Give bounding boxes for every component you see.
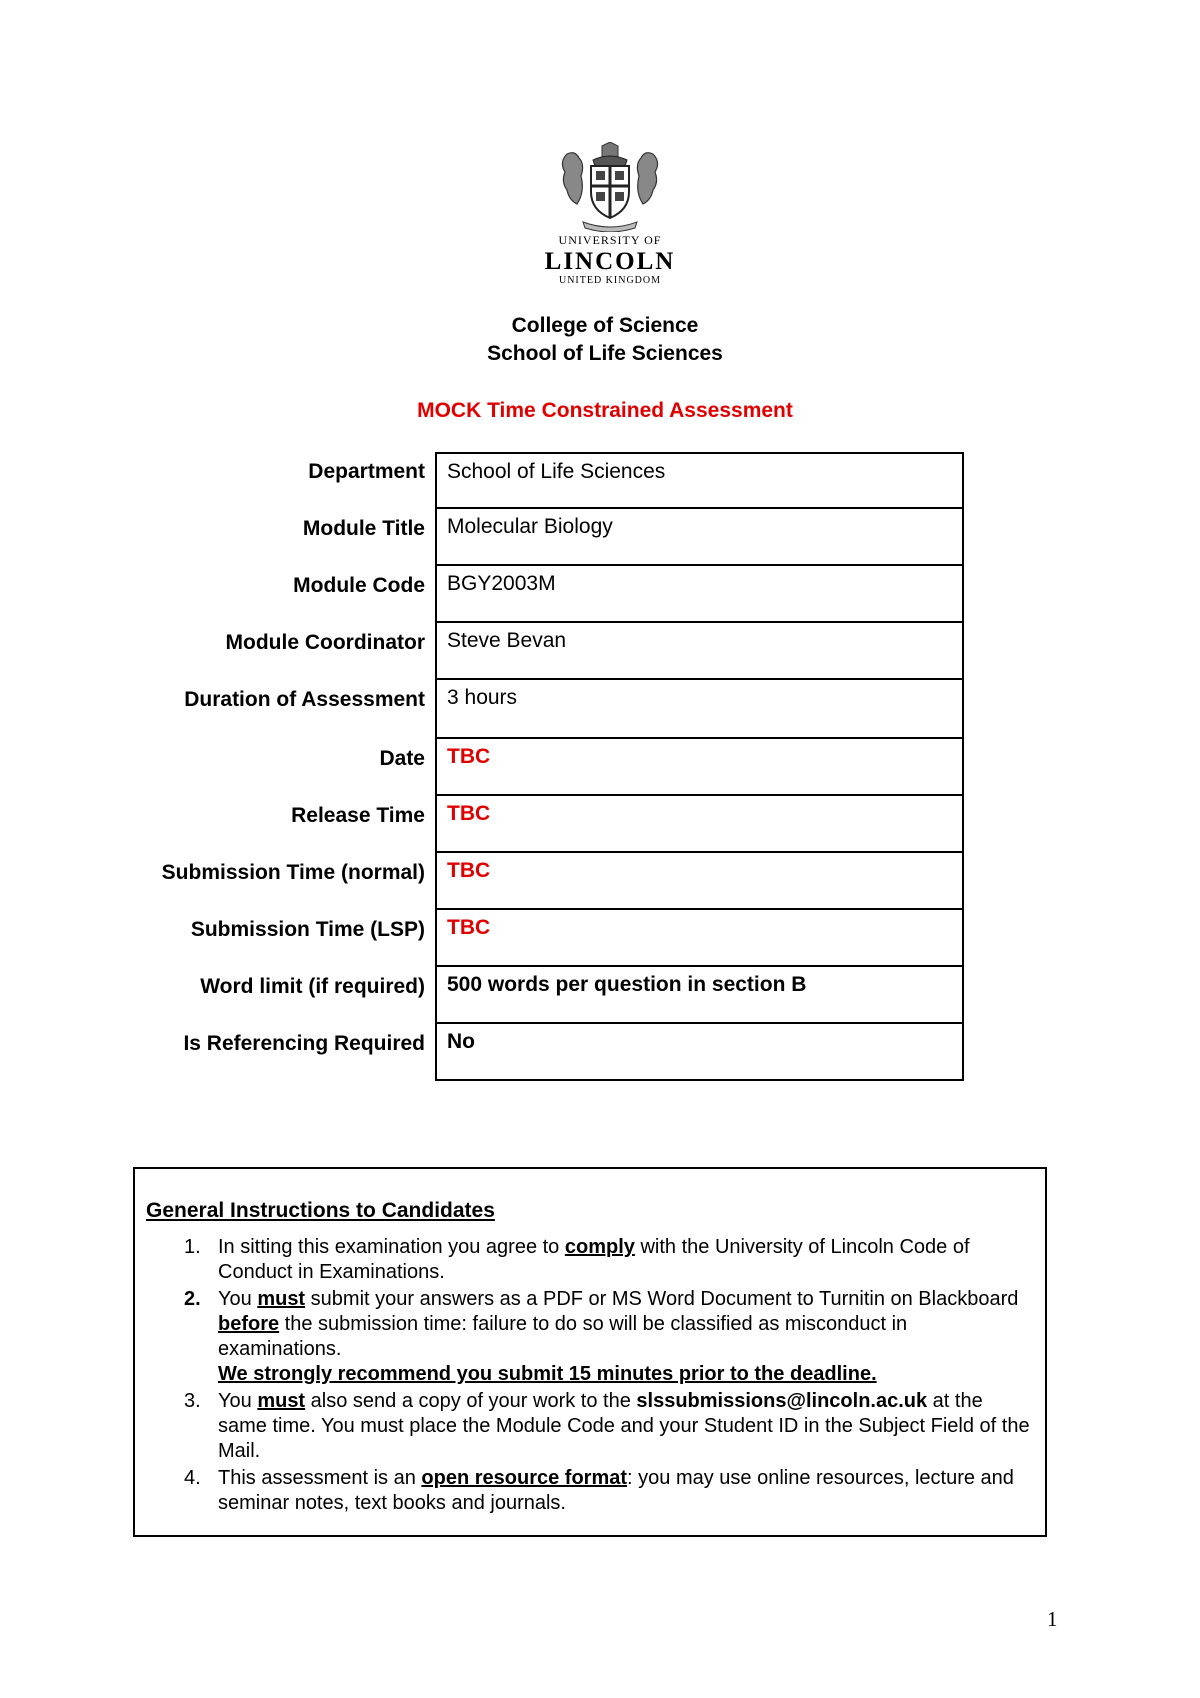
instruction-text: also send a copy of your work to the bbox=[305, 1390, 637, 1412]
info-label: Is Referencing Required bbox=[183, 1032, 425, 1055]
info-value: 500 words per question in section B bbox=[435, 967, 964, 1024]
instruction-recommendation: We strongly recommend you submit 15 minutes prior to the deadline. bbox=[218, 1363, 877, 1385]
info-label: Date bbox=[379, 747, 425, 770]
instruction-text: You bbox=[218, 1288, 258, 1310]
instruction-item bbox=[146, 1287, 1035, 1387]
info-label: Word limit (if required) bbox=[200, 975, 425, 998]
info-label: Submission Time (normal) bbox=[161, 861, 425, 884]
info-row-duration bbox=[100, 680, 964, 739]
instruction-text: This assessment is an bbox=[218, 1467, 422, 1489]
instruction-text: at the same time. You must place the Module Code and your Student ID in the Subject Field of the Mail. bbox=[218, 1390, 1030, 1462]
info-value: Steve Bevan bbox=[435, 623, 964, 680]
info-label: Submission Time (LSP) bbox=[190, 918, 425, 941]
info-value: School of Life Sciences bbox=[435, 452, 964, 509]
info-label: Duration of Assessment bbox=[184, 688, 425, 711]
info-row-submission-lsp bbox=[100, 910, 964, 967]
assessment-info-table bbox=[100, 452, 964, 1081]
instruction-text: In sitting this examination you agree to bbox=[218, 1236, 565, 1258]
info-value: 3 hours bbox=[435, 680, 964, 739]
info-label: Module Code bbox=[293, 574, 425, 597]
info-value: TBC bbox=[435, 910, 964, 967]
info-label: Release Time bbox=[291, 804, 425, 827]
instruction-number: 3. bbox=[184, 1390, 201, 1412]
info-value: TBC bbox=[435, 739, 964, 796]
instruction-number: 4. bbox=[184, 1467, 201, 1489]
assessment-title: MOCK Time Constrained Assessment bbox=[417, 399, 793, 422]
instruction-emphasis: open resource format bbox=[421, 1467, 628, 1489]
logo-university-of: UNIVERSITY OF bbox=[558, 233, 662, 247]
instruction-number: 1. bbox=[184, 1236, 201, 1258]
page-number: 1 bbox=[1047, 1607, 1058, 1631]
info-value: TBC bbox=[435, 853, 964, 910]
school-heading: School of Life Sciences bbox=[487, 342, 723, 365]
info-label: Module Title bbox=[302, 517, 425, 540]
instruction-item bbox=[146, 1235, 1035, 1285]
info-row-referencing bbox=[100, 1024, 964, 1081]
info-row-department bbox=[100, 452, 964, 509]
info-row-date bbox=[100, 739, 964, 796]
instruction-emphasis: must bbox=[257, 1390, 306, 1412]
logo-lincoln: LINCOLN bbox=[544, 248, 676, 275]
instruction-text: You bbox=[218, 1390, 258, 1412]
info-value: No bbox=[435, 1024, 964, 1081]
instruction-text: : you may use online resources, lecture and seminar notes, text books and journals. bbox=[218, 1467, 1014, 1514]
instructions-list bbox=[146, 1235, 1035, 1516]
instruction-item bbox=[146, 1466, 1035, 1516]
instruction-emphasis: comply bbox=[564, 1236, 635, 1258]
instructions-title: General Instructions to Candidates bbox=[146, 1199, 495, 1222]
info-label: Department bbox=[308, 460, 425, 483]
info-row-module-title bbox=[100, 509, 964, 566]
info-row-word-limit bbox=[100, 967, 964, 1024]
instruction-text: submit your answers as a PDF or MS Word Document to Turnitin on Blackboard bbox=[305, 1288, 1019, 1310]
info-value: Molecular Biology bbox=[435, 509, 964, 566]
info-row-submission-normal bbox=[100, 853, 964, 910]
instruction-text: the submission time: failure to do so will be classified as misconduct in examinations. bbox=[218, 1313, 908, 1360]
info-value: TBC bbox=[435, 796, 964, 853]
coat-of-arms-icon bbox=[555, 142, 665, 232]
college-heading: College of Science bbox=[511, 314, 699, 337]
instruction-item bbox=[146, 1389, 1035, 1464]
info-value: BGY2003M bbox=[435, 566, 964, 623]
logo-united-kingdom: UNITED KINGDOM bbox=[558, 275, 662, 286]
info-row-module-code bbox=[100, 566, 964, 623]
info-label: Module Coordinator bbox=[225, 631, 425, 654]
general-instructions-box bbox=[133, 1167, 1047, 1537]
info-row-module-coordinator bbox=[100, 623, 964, 680]
instruction-emphasis: must bbox=[257, 1288, 306, 1310]
university-logo bbox=[540, 142, 680, 292]
instruction-number: 2. bbox=[184, 1288, 201, 1310]
info-row-release-time bbox=[100, 796, 964, 853]
instruction-emphasis: before bbox=[218, 1313, 280, 1335]
instruction-text: with the University of Lincoln Code of Conduct in Examinations. bbox=[218, 1236, 970, 1283]
submission-email-link[interactable]: slssubmissions@lincoln.ac.uk bbox=[636, 1390, 928, 1412]
